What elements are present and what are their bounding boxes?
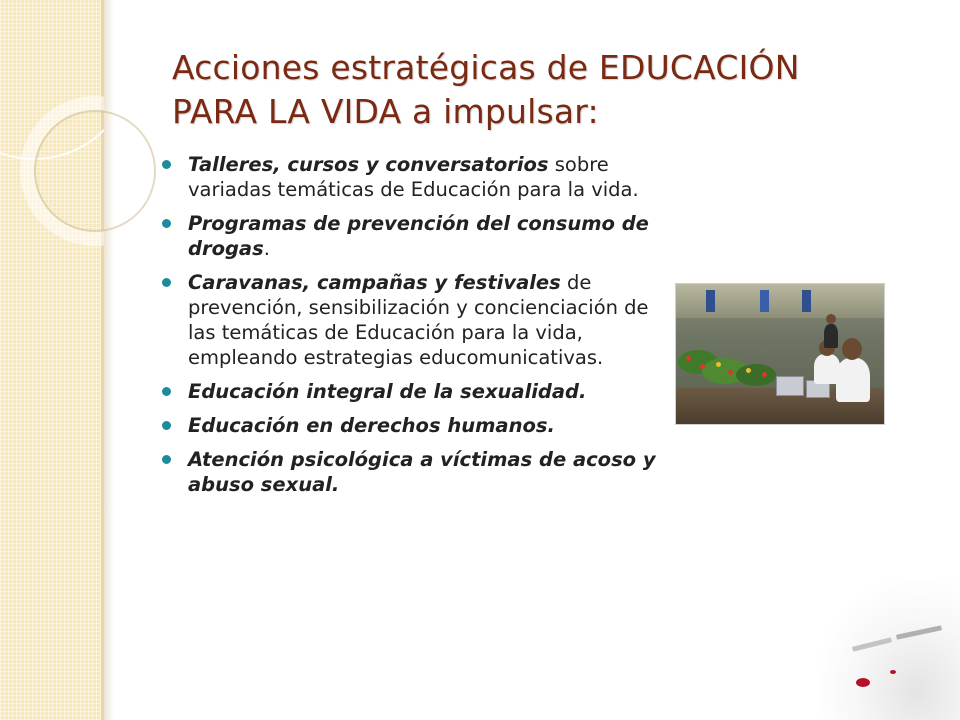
- bullet-emphasis: Educación integral de la sexualidad.: [188, 380, 587, 403]
- bullet-item: [160, 211, 680, 261]
- red-drop-shape: [856, 678, 870, 687]
- bullet-dot-icon: [162, 278, 171, 287]
- plant-shape: [736, 364, 776, 386]
- bullet-emphasis: Programas de prevención del consumo de drogas: [188, 212, 649, 260]
- flower-shape: [716, 362, 721, 367]
- flower-shape: [762, 372, 767, 377]
- bullet-dot-icon: [162, 387, 171, 396]
- flag-shape: [802, 290, 811, 312]
- person-shape: [836, 358, 870, 402]
- monitor-shape: [776, 376, 804, 396]
- bullet-item: [160, 152, 680, 202]
- bullet-dot-icon: [162, 219, 171, 228]
- flower-shape: [686, 356, 691, 361]
- bullet-item: [160, 379, 680, 404]
- slide-title-line-2: PARA LA VIDA a impulsar:: [172, 92, 599, 131]
- shard-shape: [896, 625, 942, 639]
- decorative-side-band: [0, 0, 104, 720]
- bullet-emphasis: Educación en derechos humanos.: [188, 414, 555, 437]
- person-head-shape: [842, 338, 862, 360]
- slide-title-line-1: Acciones estratégicas de EDUCACIÓN: [172, 48, 800, 87]
- bullet-item: [160, 413, 680, 438]
- person-shape: [824, 324, 838, 348]
- flower-shape: [700, 364, 705, 369]
- bullet-text: .: [263, 237, 270, 260]
- assembly-hall-photo-icon: [676, 284, 884, 424]
- decorative-corner-graphic: [818, 578, 960, 720]
- band-shadow: [104, 0, 114, 720]
- red-drop-shape: [890, 670, 896, 674]
- slide-title: [172, 46, 912, 134]
- bullet-list: [160, 152, 680, 506]
- bullet-dot-icon: [162, 421, 171, 430]
- bullet-emphasis: Atención psicológica a víctimas de acoso y abuso sexual.: [188, 448, 656, 496]
- bullet-emphasis: Talleres, cursos y conversatorios: [188, 153, 549, 176]
- bullet-item: [160, 447, 680, 497]
- shard-shape: [852, 637, 892, 652]
- bullet-dot-icon: [162, 160, 171, 169]
- bullet-emphasis: Caravanas, campañas y festivales: [188, 271, 561, 294]
- bullet-item: [160, 270, 680, 370]
- person-head-shape: [826, 314, 836, 324]
- decorative-ring: [34, 110, 156, 232]
- bullet-text: de prevención, sensibilización y concienciación de las temáticas de Educación para la vida, empleando estrategias educomunicativas.: [188, 271, 649, 369]
- bullet-text: sobre variadas temáticas de Educación para la vida.: [188, 153, 639, 201]
- flag-shape: [706, 290, 715, 312]
- flower-shape: [746, 368, 751, 373]
- bullet-dot-icon: [162, 455, 171, 464]
- flag-shape: [760, 290, 769, 312]
- flower-shape: [728, 370, 733, 375]
